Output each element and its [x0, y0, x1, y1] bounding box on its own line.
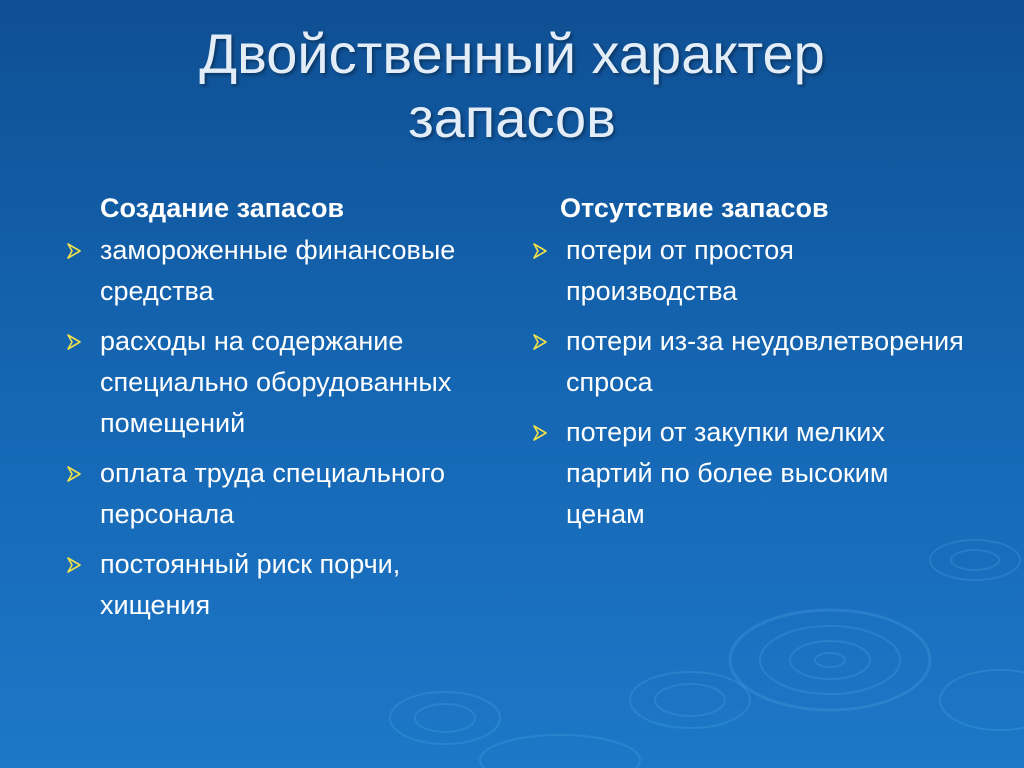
list-item — [62, 321, 502, 444]
list-item — [528, 321, 968, 403]
arrowhead-bullet-icon — [530, 230, 550, 271]
slide-title — [0, 22, 1024, 150]
column-creating-stocks — [62, 186, 502, 635]
column-heading: Создание запасов — [100, 193, 345, 223]
bullet-list — [528, 230, 968, 535]
list-item-text: оплата труда специального персонала — [100, 458, 446, 529]
arrowhead-bullet-icon — [64, 453, 84, 494]
column-absence-of-stocks — [528, 186, 968, 544]
column-heading: Отсутствие запасов — [560, 193, 829, 223]
arrowhead-bullet-icon — [530, 412, 550, 453]
slide-title-line-2: запасов — [408, 86, 616, 149]
list-item — [62, 453, 502, 535]
arrowhead-bullet-icon — [64, 230, 84, 271]
list-item-text: потери от простоя производства — [566, 235, 794, 306]
arrowhead-bullet-icon — [64, 321, 84, 362]
bullet-list — [62, 230, 502, 626]
arrowhead-bullet-icon — [64, 544, 84, 585]
arrowhead-bullet-icon — [530, 321, 550, 362]
list-item — [62, 544, 502, 626]
slide-title-line-1: Двойственный характер — [199, 22, 825, 85]
list-item-text: замороженные финансовые средства — [100, 235, 456, 306]
list-item — [62, 230, 502, 312]
list-item-text: расходы на содержание специально оборудованных помещений — [100, 326, 452, 438]
list-item — [528, 230, 968, 312]
list-item-text: потери из-за неудовлетворения спроса — [566, 326, 964, 397]
list-item-text: постоянный риск порчи, хищения — [100, 549, 401, 620]
list-item-text: потери от закупки мелких партий по более высоким ценам — [566, 417, 889, 529]
list-item — [528, 412, 968, 535]
